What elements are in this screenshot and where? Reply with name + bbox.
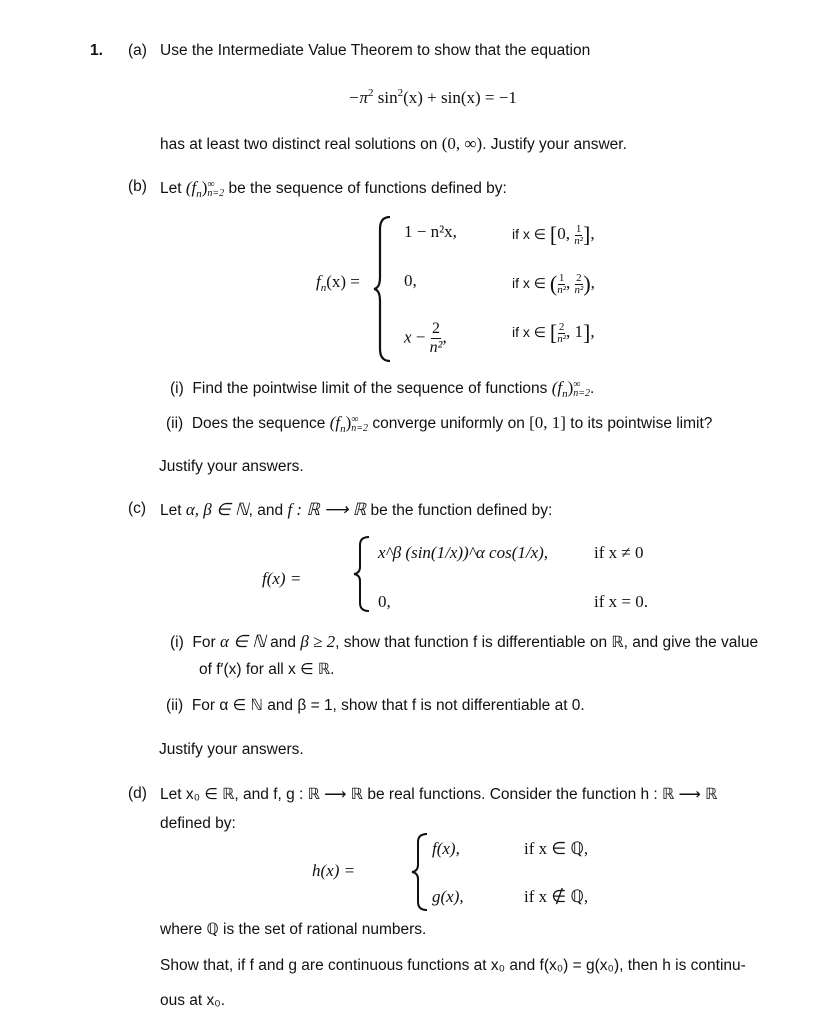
f-lhs: f(x) = <box>262 569 302 588</box>
h-case-1-expr: f(x), <box>432 839 460 858</box>
h-case-2-expr: g(x), <box>432 887 464 906</box>
part-d-show-line2: ous at x₀. <box>160 992 226 1009</box>
part-c-sub-ii: (ii) For α ∈ ℕ and β = 1, show that f is not differentiable at 0. <box>166 697 585 714</box>
part-c-justify: Justify your answers. <box>159 741 304 758</box>
fn-case-2-expr: 0, <box>404 271 417 290</box>
part-c-intro: Let α, β ∈ ℕ, and f : ℝ ⟶ ℝ be the function defined by: <box>160 500 553 519</box>
fn-case-1-cond: if x ∈ [0, $\frac{1}{\text{n²}}$ ], <box>512 222 595 247</box>
h-case-2-cond: if x ∉ ℚ, <box>524 887 589 906</box>
part-a-label: (a) <box>128 42 147 59</box>
fn-case-1-expr: 1 − n²x, <box>404 222 457 241</box>
part-a-conclusion: has at least two distinct real solutions on (0, ∞). Justify your answer. <box>160 134 627 153</box>
fn-lhs: $f_n(x)$ = <box>316 272 360 294</box>
part-d-where: where ℚ is the set of rational numbers. <box>160 921 427 938</box>
f-case-1-cond: if x ≠ 0 <box>594 543 644 562</box>
fn-case-3-expr: x − $\frac{2}{\text{n²}}$ , <box>404 320 447 356</box>
part-d-line2: defined by: <box>160 815 236 832</box>
part-a-intro: Use the Intermediate Value Theorem to show that the equation <box>160 42 591 59</box>
f-case-2-cond: if x = 0. <box>594 592 648 611</box>
f-case-2-expr: 0, <box>378 592 391 611</box>
part-b-intro: Let $(f_n)$ ∞ n=2 be the sequence of functions defined by: <box>160 178 507 200</box>
part-d-show-line1: Show that, if f and g are continuous functions at x₀ and f(x₀) = g(x₀), then h is continu- <box>160 957 746 974</box>
fn-case-3-cond: if x ∈ [ $\frac{2}{\text{n²}}$ , 1], <box>512 320 595 345</box>
part-b-justify: Justify your answers. <box>159 458 304 475</box>
part-d-line1: Let x₀ ∈ ℝ, and f, g : ℝ ⟶ ℝ be real functions. Consider the function h : ℝ ⟶ ℝ <box>160 786 718 803</box>
f-case-1-expr: x^β (sin(1/x))^α cos(1/x), <box>378 543 549 562</box>
part-a-equation: $-\pi^2$ $\sin^2(x) + \sin(x) = -1$ <box>348 87 517 107</box>
part-d-label: (d) <box>128 785 147 802</box>
part-c-label: (c) <box>128 500 147 517</box>
part-b-label: (b) <box>128 178 147 195</box>
left-brace-icon <box>372 215 394 363</box>
part-c-sub-i: (i) For α ∈ ℕ and β ≥ 2, show that function f is differentiable on ℝ, and give the value <box>170 632 759 651</box>
part-b-sub-i: (i) Find the pointwise limit of the sequence of functions $(f_n)$ ∞ n=2 . <box>170 378 595 400</box>
part-b-sub-ii: (ii) Does the sequence $(f_n)$ ∞ n=2 converge uniformly on [0, 1] to its pointwise limit? <box>166 413 713 435</box>
h-case-1-cond: if x ∈ ℚ, <box>524 839 589 858</box>
h-lhs: h(x) = <box>312 861 356 880</box>
left-brace-icon <box>410 832 430 912</box>
problem-number: 1. <box>90 42 103 59</box>
left-brace-icon <box>352 535 372 613</box>
part-c-sub-i-cont: of f′(x) for all x ∈ ℝ. <box>199 661 335 678</box>
fn-case-2-cond: if x ∈ ( $\frac{1}{\text{n²}}$ , $\frac{2}{\text{n²}}$ ), <box>512 271 595 296</box>
